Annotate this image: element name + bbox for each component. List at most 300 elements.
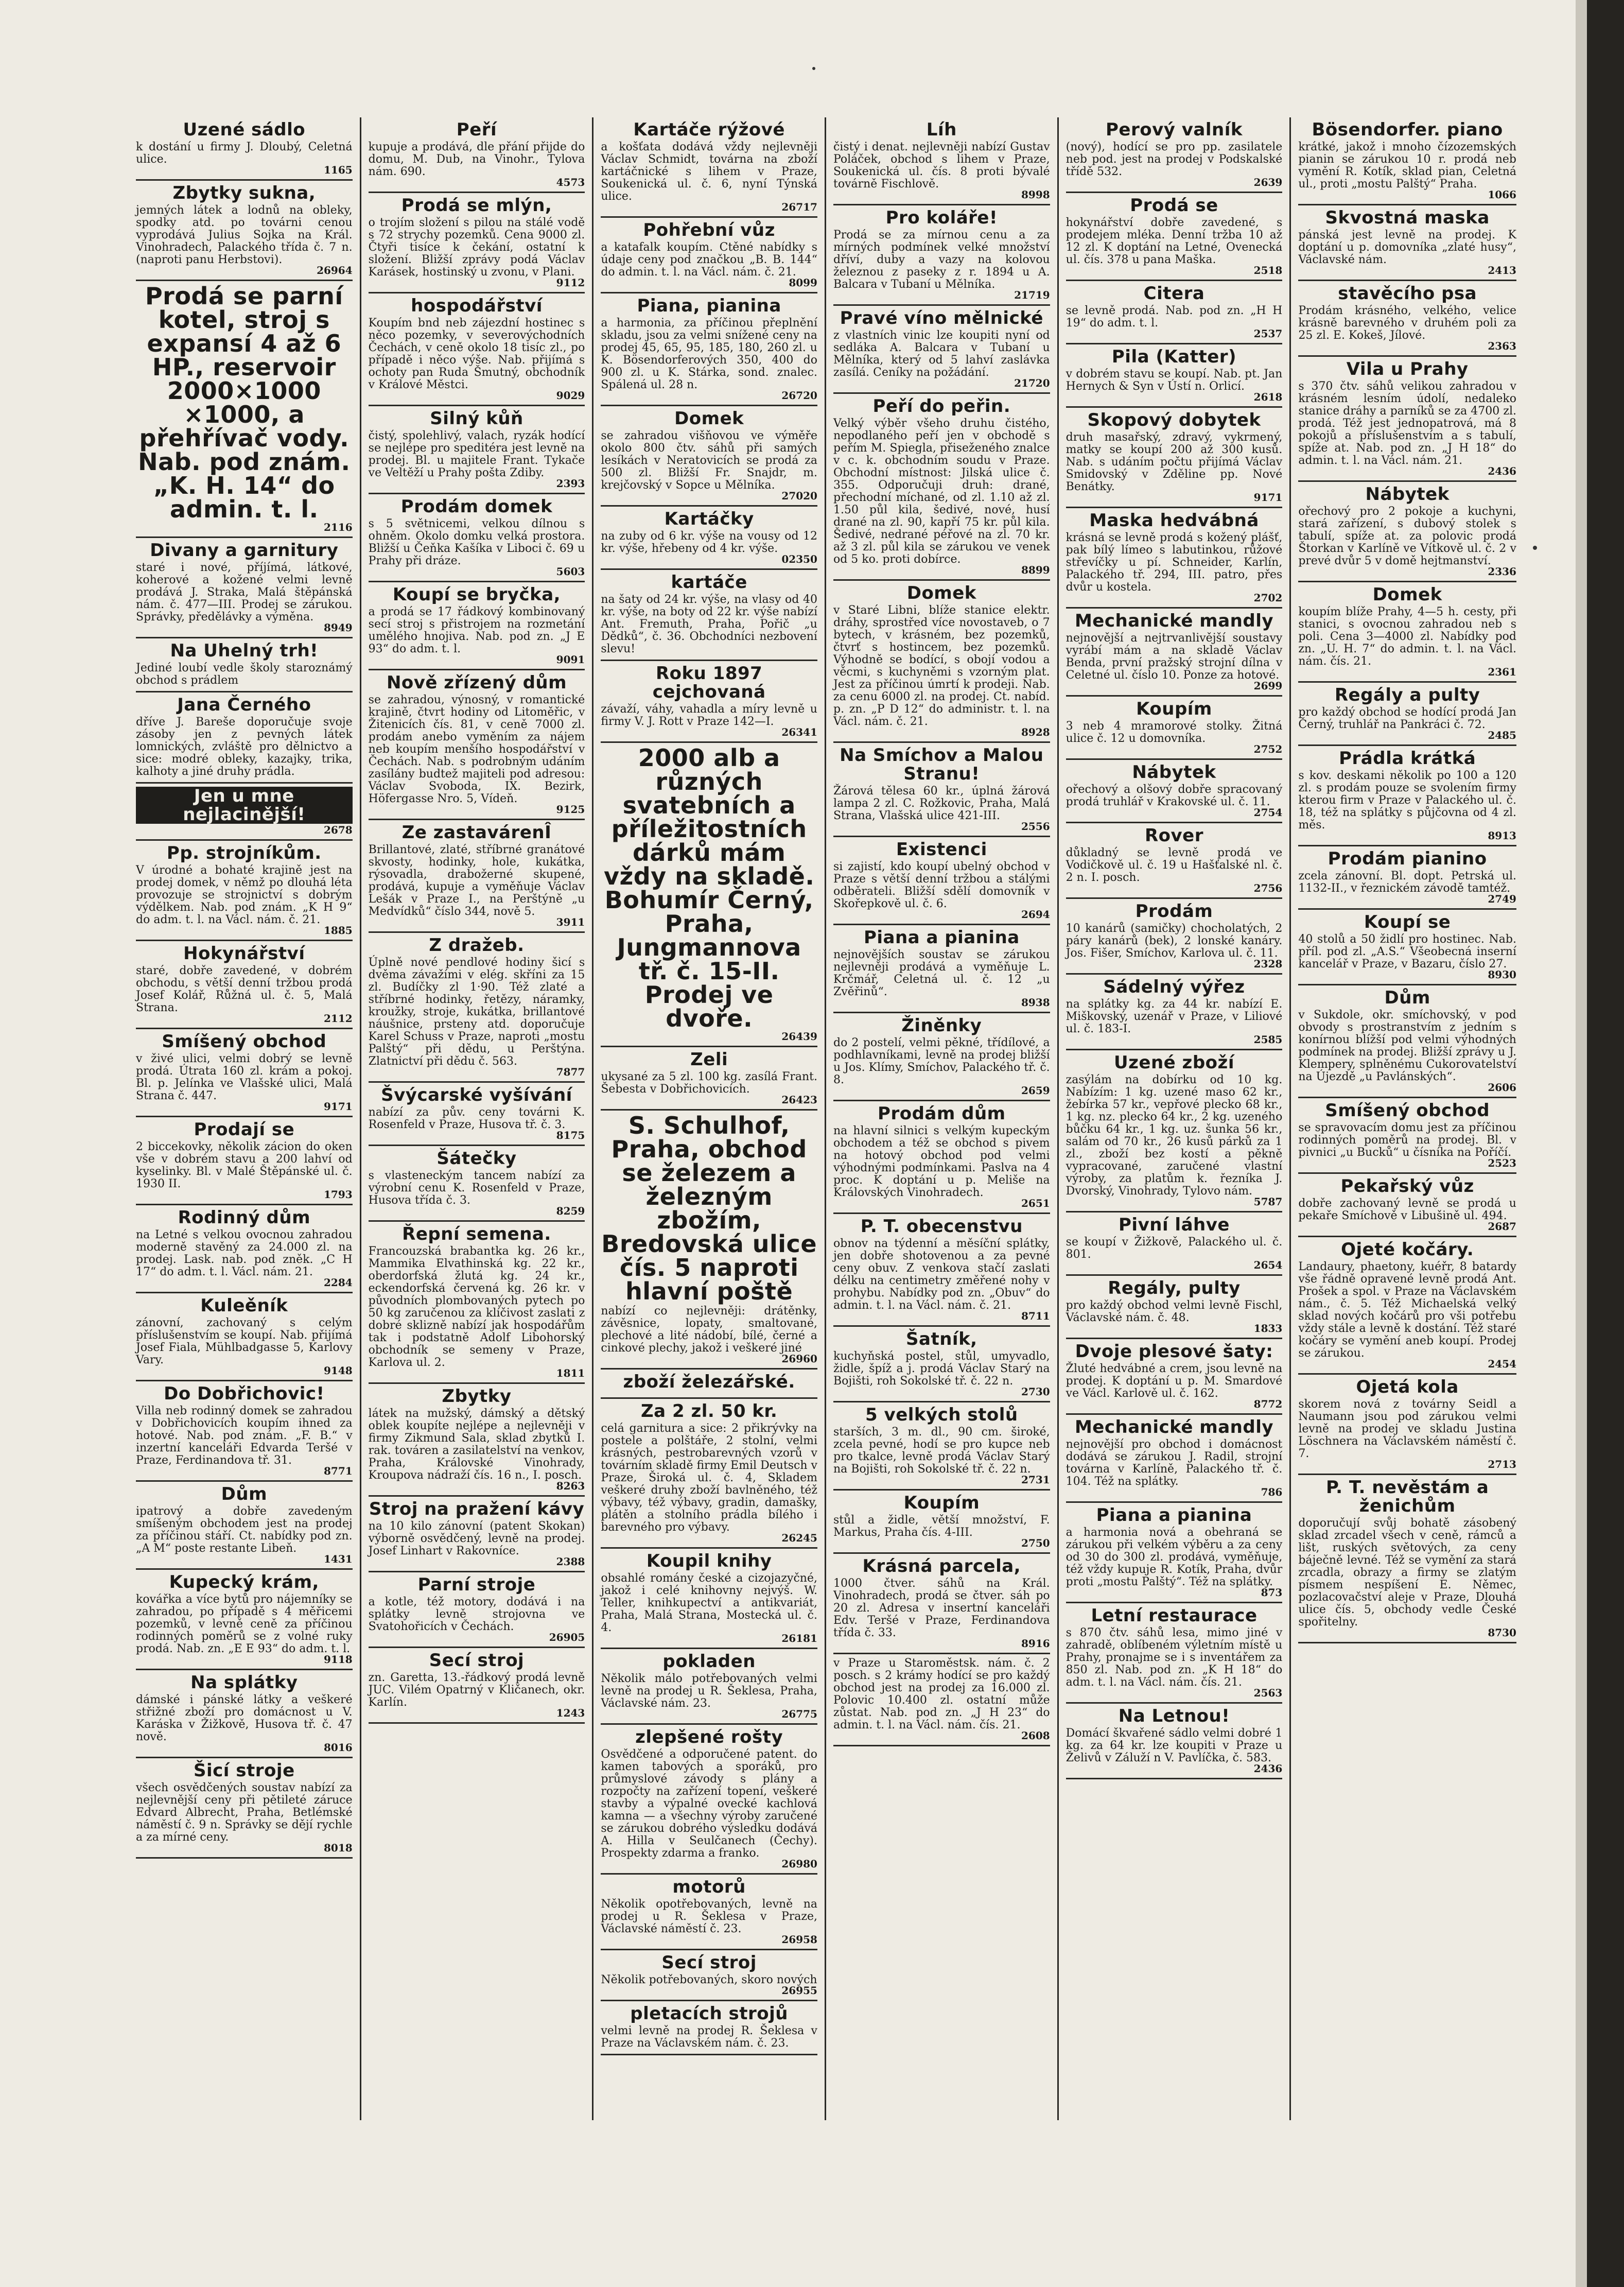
ad-reference-number: 8263	[556, 1480, 585, 1492]
ad-reference-number: 2702	[1253, 592, 1283, 604]
ad-text: a harmonia, za příčinou přeplnění skladu, jsou za velmi snížené ceny na prodej 45, 65, 95, 185, 180, 260 zl. u K. Bösendorferových 350, 400 do 900 zl. u K. Stárka, sond. znalec. Spálená ul. 28 n.	[601, 317, 817, 391]
ad-reference-number: 1066	[1488, 188, 1516, 201]
ad-reference-number: 2436	[1253, 1762, 1283, 1775]
ad-headline: Šicí stroje	[194, 1760, 295, 1781]
ad-headline: Zbytky sukna,	[172, 183, 316, 203]
ad-headline: Kuleěník	[200, 1295, 288, 1316]
ad-text: 10 kanárů (samičky) chocholatých, 2 páry kanárů (bek), 2 lonské kanáry. Jos. Fišer, Smíchov, Karlova ul. č. 11.	[1066, 922, 1283, 960]
classified-ad	[369, 820, 585, 933]
ad-reference-number: 8175	[556, 1129, 585, 1141]
ad-text: zánovní, zachovaný s celým příslušenstvím se koupí. Nab. přijímá Josef Fiala, Mühlbadgasse 5, Karlovy Vary.	[136, 1316, 353, 1366]
ad-reference-number: 8018	[323, 1842, 353, 1854]
ad-reference-number: 2639	[1253, 176, 1283, 188]
classified-ad	[369, 293, 585, 406]
classified-ad	[136, 1029, 353, 1117]
classified-ad	[1298, 357, 1516, 482]
ad-reference-number: 26245	[781, 1532, 817, 1544]
ad-reference-number: 2413	[1488, 264, 1516, 276]
classified-ad	[833, 1101, 1050, 1214]
classified-ad	[833, 306, 1050, 394]
ad-headline: Mechanické mandly	[1074, 1417, 1274, 1437]
ad-text: Žárová tělesa 60 kr., úplná žárová lampa 2 zl. C. Rožkovic, Praha, Malá Strana, Vlašská ulice 421-III.	[833, 785, 1050, 822]
ad-reference-number: 2454	[1488, 1358, 1516, 1370]
classified-ad	[369, 117, 585, 193]
classified-ad	[369, 1222, 585, 1384]
ad-text: na splátky kg. za 44 kr. nabízí E. Miškovský, uzenář v Praze, v Liliové ul. č. 183-I.	[1066, 998, 1283, 1035]
ad-headline: P. T. obecenstvu	[860, 1216, 1023, 1237]
ad-reference-number: 2687	[1488, 1220, 1516, 1233]
classified-ad	[601, 218, 817, 293]
classified-ad	[1066, 697, 1283, 760]
ad-text: staré, dobře zavedené, v dobrém obchodu, s větší denní tržbou prodá Josef Kolář, Růžná ul. č. 5, Malá Strana.	[136, 964, 353, 1014]
ad-reference-number: 8711	[1021, 1310, 1050, 1322]
ad-headline: Prodám	[1135, 901, 1213, 922]
ad-reference-number: 8930	[1488, 968, 1516, 981]
ad-reference-number: 8916	[1021, 1637, 1050, 1650]
ad-text: v živé ulici, velmi dobrý se levně prodá. Útrata 160 zl. krám a pokoj. Bl. p. Jelínka ve Vlašské ulici, Malá Strana č. 447.	[136, 1052, 353, 1102]
ad-headline: Rodinný dům	[178, 1207, 311, 1228]
ad-headline: Piana a pianina	[1096, 1505, 1252, 1526]
ad-reference-number: 8998	[1021, 188, 1050, 201]
ad-reference-number: 2651	[1021, 1197, 1050, 1209]
ad-text: se koupí v Žižkově, Palackého ul. č. 801.	[1066, 1236, 1283, 1261]
classified-ad	[1298, 1375, 1516, 1475]
classified-ad	[136, 1758, 353, 1859]
classified-ad	[136, 638, 353, 692]
classified-ad	[136, 1570, 353, 1670]
ad-text: V úrodné a bohaté krajině jest na prodej domek, v němž po dlouhá léta provozuje se strojnictví s dobrým výdělkem. Nab. pod znám. „K H 9“ do adm. t. l. na Václ. nám. č. 21.	[136, 864, 353, 926]
ad-headline: Šátečky	[436, 1148, 517, 1169]
classified-ad	[1298, 746, 1516, 846]
classified-ad	[1066, 1212, 1283, 1276]
classified-ad	[1066, 975, 1283, 1050]
ad-reference-number: 2694	[1021, 908, 1050, 921]
ad-text: hokynářství dobře zavedené, s prodejem mléka. Denní tržba 10 až 12 zl. K doptání na Letné, Ovenecká ul. čís. 378 u pana Maška.	[1066, 216, 1283, 266]
ad-reference-number: 2730	[1021, 1385, 1050, 1398]
classified-ad	[601, 1549, 817, 1649]
ad-text: Francouzská brabantka kg. 26 kr., Mammika Elvathinská kg. 22 kr., oberdorfská žlutá kg. 24 kr., eckendorfská červená kg. 26 kr. v původních plombovaných pytech po 50 kg zaručenou za klíčivost zaslati z dobré sklizně nabízí jak hospodářům tak i podstatně Adolf Libohorský obchodník se semeny v Praze, Karlova ul. 2.	[368, 1245, 585, 1369]
classified-ad	[601, 2001, 817, 2055]
ad-headline: Dvoje plesové šaty:	[1075, 1341, 1273, 1362]
classified-ad	[1066, 760, 1283, 823]
classified-ad	[601, 1370, 817, 1399]
ad-text: druh masařský, zdravý, vykrmený, matky se koupí 200 až 300 kusů. Nab. s udáním počtu přijímá Václav Smidovský v Zděline pp. Nové Benátky.	[1066, 431, 1283, 493]
classified-ad	[369, 1384, 585, 1497]
ad-text: s 870 čtv. sáhů lesa, mimo jiné v zahradě, oblíbeném výletním místě u Prahy, pronajme se i s inventářem za 850 zl. Nab. pod zn. „K H 18“ do adm. t. l. na Václ. nám. čís. 21.	[1066, 1626, 1283, 1689]
classified-ads-page	[129, 117, 1524, 2120]
ad-headline: Pohřební vůz	[643, 220, 775, 240]
ad-headline: Hokynářství	[183, 943, 305, 964]
ad-headline: S. Schulhof, Praha, obchod se železem a železným zbožím, Bredovská ulice čís. 5 naproti hlavní poště	[601, 1112, 817, 1305]
ad-reference-number: 8928	[1021, 726, 1050, 738]
ad-text: k dostání u firmy J. Dloubý, Celetná ulice.	[136, 141, 353, 166]
ad-column-4	[826, 117, 1059, 2120]
ad-headline: Prodají se	[194, 1119, 295, 1140]
classified-ad	[136, 181, 353, 281]
ad-headline: 5 velkých stolů	[865, 1405, 1018, 1425]
ad-headline: Domek	[674, 408, 744, 429]
ad-reference-number: 2713	[1488, 1458, 1516, 1470]
classified-ad	[1298, 1475, 1516, 1643]
classified-ad	[601, 1111, 817, 1370]
ad-text: doporučují svůj bohatě zásobený sklad zrcadel všech v ceně, rámců a lišt, ruských světových, za ceny báječně levné. Též se vymění za stará zrcadla, obrazy a firmy se zlatým písmem nespíšení E. Němec, pozlacovačství aleje v Praze, Dlouhá ulice čís. 5, obchody vedle České spořitelny.	[1298, 1517, 1516, 1628]
ad-reference-number: 2363	[1488, 340, 1516, 352]
ad-headline: Za 2 zl. 50 kr.	[641, 1401, 778, 1422]
ad-headline: Zeli	[690, 1049, 728, 1070]
ad-reference-number: 2585	[1253, 1033, 1283, 1046]
ad-headline: Uzené zboží	[1113, 1052, 1234, 1073]
classified-ad	[136, 784, 353, 841]
ad-text: obsahlé romány české a cizojazyčné, jakož i celé knihovny nejvýš. W. Teller, knihkupectví a antikvariát, Praha, Malá Strana, Mostecká ul. č. 4.	[601, 1572, 817, 1634]
ad-headline: Koupí se bryčka,	[392, 584, 561, 605]
ad-text: o trojím složení s pilou na stálé vodě s 72 strychy pozemků. Cena 9000 zl. Čtyři tisíce k čekání, ostatní k složení. Bližší zprávy podá Václav Karásek, hostinský u zvonu, v Plani.	[368, 216, 585, 279]
ad-reference-number: 27020	[781, 490, 817, 502]
classified-ad	[369, 1572, 585, 1648]
classified-ad	[369, 1497, 585, 1572]
classified-ad	[833, 1402, 1050, 1491]
ad-text: Několik opotřebovaných, levně na prodej u R. Šeklesa v Praze, Václavské náměstí č. 23.	[601, 1898, 817, 1935]
classified-ad	[601, 1399, 817, 1549]
ad-headline: Na splátky	[190, 1672, 298, 1693]
ad-headline: Prodám dům	[878, 1103, 1006, 1124]
classified-ad	[1066, 408, 1283, 508]
ad-text: stůl a židle, větší množství, F. Markus, Praha čís. 4-III.	[833, 1514, 1050, 1539]
classified-ad	[1298, 1174, 1516, 1237]
ad-reference-number: 8899	[1021, 564, 1050, 576]
ad-text: nejnovějších soustav se zárukou nejlevněji prodává a vyměňuje L. Krčmář, Celetná ul. č. 12 „u Zvěřinů“.	[833, 948, 1050, 998]
ad-reference-number: 1165	[323, 164, 353, 176]
ad-reference-number: 2752	[1253, 743, 1283, 755]
ad-headline: Koupí se	[1364, 912, 1451, 932]
ad-reference-number: 2328	[1253, 958, 1283, 970]
ad-reference-number: 9171	[1253, 491, 1283, 504]
ad-reference-number: 26980	[781, 1858, 817, 1870]
ad-headline: Žiněnky	[901, 1015, 982, 1036]
ad-text: závaží, váhy, vahadla a míry levně u firmy V. J. Rott v Praze 142—I.	[601, 703, 817, 728]
classified-ad	[833, 837, 1050, 925]
ad-text: 2 biccekovky, několik zácion do oken vše v dobrém stavu a 200 lahví od kyselinky. Bl. v Malé Štěpánské ul. č. 1930 II.	[136, 1140, 353, 1190]
ad-headline: Prádla krátká	[1339, 748, 1476, 769]
ad-reference-number: 1885	[323, 924, 353, 937]
ad-reference-number: 1811	[556, 1367, 585, 1379]
classified-ad	[136, 1117, 353, 1205]
classified-ad	[136, 941, 353, 1029]
classified-ad	[1066, 1415, 1283, 1503]
ad-headline: Perový valník	[1105, 119, 1243, 140]
ad-text: Landaury, phaetony, kuéřr, 8 batardy vše řádně opravené levně prodá Ant. Prošek a spol. v Praze na Václavském nám., č. 5. Též Michaelská velký sklad nových kočárů pro vši potřebu vždy stále a levně k dostání. Též staré kočáry se vymění aneb koupí. Prodej se zárukou.	[1298, 1260, 1516, 1360]
classified-ad	[1298, 683, 1516, 746]
ad-column-5	[1059, 117, 1291, 2120]
ad-headline: Z dražeb.	[429, 935, 525, 956]
ad-headline: Prodám domek	[400, 496, 553, 517]
classified-ad	[1298, 281, 1516, 357]
ad-reference-number: 2336	[1488, 565, 1516, 578]
page-edge-dark	[1587, 0, 1624, 2287]
ad-headline: stavěcího psa	[1338, 283, 1477, 304]
ad-reference-number: 2393	[556, 477, 585, 490]
ad-column-6	[1291, 117, 1524, 2120]
ad-headline: Divany a garnitury	[150, 540, 339, 561]
ad-text: Jediné loubí vedle školy staroznámý obchod s prádlem	[136, 662, 353, 687]
ad-reference-number: 3911	[556, 916, 585, 928]
ad-reference-number: 2112	[323, 1012, 353, 1025]
ad-headline: Secí stroj	[429, 1650, 525, 1671]
ad-headline: Prodám pianino	[1328, 848, 1487, 869]
classified-ad	[1066, 1276, 1283, 1339]
ad-text: Koupím bnd neb zájezdní hostinec s něco pozemky, v severovýchodních Čechách, v ceně okolo 18 tisíc zl., po případě i něco výše. Nab. přijímá s ochoty pan Ruda Šmutný, obchodník v Králové Městci.	[368, 317, 585, 391]
ad-headline: Bösendorfer. piano	[1312, 119, 1503, 140]
ad-reference-number: 2754	[1253, 806, 1283, 819]
ad-headline: Koupím	[1136, 699, 1212, 719]
ad-reference-number: 2116	[323, 521, 353, 533]
ad-text: se zahradou višňovou ve výměře okolo 800 čtv. sáhů při samých lesíkách v Neratovicích se prodá za 500 zl. Bližší Fr. Snajdr, m. krejčovský v Sopce u Mělníka.	[601, 429, 817, 492]
ad-headline: Kupecký krám,	[169, 1572, 319, 1592]
page-edge-shadow	[1576, 0, 1587, 2287]
classified-ad	[833, 581, 1050, 743]
ad-text: a katafalk koupím. Ctěné nabídky s údaje ceny pod značkou „B. B. 144“ do admin. t. l. na Václ. nám. č. 21.	[601, 241, 817, 279]
ad-text: z vlastních vinic lze koupiti nyní od sedláka A. Balcara v Tubaní u Mělníka, který od 5 lahví zaslávka zasílá. Ceníky na požádání.	[833, 329, 1050, 379]
classified-ad	[1066, 823, 1283, 899]
ad-text: Velký výběr všeho druhu čistého, nepodlaného peří jen v obchodě s peřím M. Spiegla, přiseženého znalce v c. k. obchodním soudu v Praze. Obchodní místnost: Jilská ulice č. 355. Odporučuji druh: drané, přechodní míchané, od zl. 1.10 až zl. 1.50 půl kila, šedivé, nové, husí drané na zl. 90, kapří 75 kr. půl kila. Šedivé, nedrané péřové na zl. 70 kr. až 3 zl. půl kila se zárukou ve venek od 5 ko. proti dobírce.	[833, 417, 1050, 566]
ad-column-3	[593, 117, 826, 2120]
ad-headline: Maska hedvábná	[1089, 510, 1259, 531]
ad-reference-number: 2537	[1253, 327, 1283, 340]
ad-reference-number: 2361	[1488, 666, 1516, 678]
ad-text: zcela zánovní. Bl. dopt. Petrská ul. 1132-II., v řeznickém závodě tamtéž.	[1298, 870, 1516, 895]
ad-reference-number: 26720	[781, 389, 817, 402]
ad-text: Villa neb rodinný domek se zahradou v Dobřichovicích koupím ihned za hotové. Nab. pod znám. „F. B.“ v inzertní kanceláři Edvarda Teršé v Praze, Ferdinandova tř. 31.	[136, 1405, 353, 1467]
ad-text: ořechový pro 2 pokoje a kuchyni, stará zařízení, s dubový stolek s tabulí, spíže at. za polovic prodá Štorkan v Karlíně ve Vítkově ul. č. 2 v prevé dvůr 5 v domě hejtmanství.	[1298, 505, 1516, 567]
ad-reference-number: 9171	[323, 1100, 353, 1113]
ad-reference-number: 786	[1261, 1486, 1283, 1498]
classified-ad	[369, 933, 585, 1083]
ad-headline: Regály, pulty	[1108, 1278, 1241, 1298]
ad-reference-number: 9118	[323, 1653, 353, 1666]
ad-text: a prodá se 17 řádkový kombinovaný secí stroj s přistrojem na rozmetání umělého hnojiva. Nab. pod zn. „J E 93“ do adm. t. l.	[368, 605, 585, 655]
ad-text: (nový), hodící se pro pp. zasilatele neb pod. jest na prodej v Podskalské třídě 532.	[1066, 141, 1283, 178]
ad-reference-number: 8938	[1021, 996, 1050, 1009]
classified-ad	[833, 1554, 1050, 1654]
ad-reference-number: 8016	[323, 1741, 353, 1754]
ad-reference-number: 2606	[1488, 1081, 1516, 1094]
ad-headline: Prodá se mlýn,	[401, 195, 552, 216]
ad-text: Osvědčené a odporučené patent. do kamen tabových a sporáků, pro průmyslové závody s plány a rozpočty na zařízení topení, veškeré stavby a výpalné ovecké kachlová kamna — a všechny výroby zaručené se zárukou dobrého výsledku dodává A. Hilla v Seulčanech (Čechy). Prospekty zdarma a franko.	[601, 1748, 817, 1860]
ad-reference-number: 1431	[323, 1553, 353, 1565]
ad-text: jemných látek a lodnů na obleky, spodky atd. po továrni cenou vyprodává Julius Sojka na Král. Vinohradech, Palackého třída č. 7 n. (naproti panu Herbstovi).	[136, 204, 353, 266]
ad-reference-number: 1243	[556, 1707, 585, 1719]
classified-ad	[1298, 846, 1516, 910]
ad-text: kupuje a prodává, dle přání přijde do domu, M. Dub, na Vinohr., Tylova nám. 690.	[368, 141, 585, 178]
ad-text: v Praze u Staroměstsk. nám. č. 2 posch. s 2 krámy hodící se pro každý obchod jest na prodej za 16.000 zl. Polovic 10.400 zl. ostatní může zůstat. Nab. pod zn. „J H 23“ do admin. t. l. na Václ. nám. čís. 21.	[833, 1657, 1050, 1731]
classified-ad	[601, 1725, 817, 1875]
ad-headline: Pila (Katter)	[1111, 346, 1237, 367]
ad-text: na Letné s velkou ovocnou zahradou moderně stavěný za 24.000 zl. na prodej. Lask. nab. pod zněk. „C H 17“ do adm. t. l. Václ. nám. 21.	[136, 1228, 353, 1278]
ad-text: v Staré Libni, blíže stanice elektr. dráhy, sprostřed více novostaveb, o 7 bytech, v krásném, bez pozemků, čtvrť s hostincem, bez pozemků. Výhodně se bodící, s obojí vodou a věcmi, s kuchyněmi s vzorným plat. Jest za příčinou úmrtí k prodeji. Nab. za cenu 6000 zl. na prodej. Ct. nabíd. p. zn. „P D 12“ do administr. t. l. na Václ. nám. č. 21.	[833, 604, 1050, 728]
ad-headline: Koupil knihy	[646, 1551, 772, 1571]
ad-text: dobře zachovaný levně se prodá u pekaře Smíchově v Libušině ul. 494.	[1298, 1197, 1516, 1222]
ad-text: Několik potřebovaných, skoro nových	[601, 1973, 817, 1986]
ad-reference-number: 5603	[556, 565, 585, 578]
ad-reference-number: 26955	[781, 1984, 817, 1997]
ad-headline: Piana, pianina	[637, 296, 781, 316]
ad-reference-number: 21719	[1014, 289, 1050, 301]
ad-headline: Líh	[926, 119, 957, 140]
ad-text: Žluté hedvábné a crem, jsou levně na prodej. K doptání u p. M. Smardové ve Václ. Karlově ul. č. 162.	[1066, 1362, 1283, 1400]
ad-text: s kov. deskami několik po 100 a 120 zl. s prodám pouze se svolením firmy kterou firm v Praze v Palackého ul. č. 18, též na splátky s půjčovna od 4 zl. měs.	[1298, 769, 1516, 831]
classified-ad	[1066, 1704, 1283, 1779]
ad-reference-number: 8099	[789, 276, 817, 289]
ad-headline: pletacích strojů	[630, 2003, 789, 2024]
ad-reference-number: 26964	[317, 264, 353, 276]
ad-headline: P. T. nevěstám a ženichům	[1325, 1477, 1489, 1516]
ad-reference-number: 1833	[1253, 1322, 1283, 1335]
ad-reference-number: 4573	[556, 176, 585, 188]
ad-headline: Šatník,	[906, 1329, 977, 1349]
ad-reference-number: 2556	[1021, 820, 1050, 833]
classified-ad	[833, 1214, 1050, 1327]
ad-text: látek na mužský, dámský a dětský oblek koupíte nejlépe a nejlevněji v firmy Zikmund Sala, sklad zbytků I. rak. továren a zasilatelství na venkov, Praha, Královské Vinohrady, Kroupova nádraží čís. 16 n., I. posch.	[368, 1407, 585, 1482]
classified-ad	[833, 925, 1050, 1013]
classified-ad	[601, 1950, 817, 2001]
ad-headline: Peří do peřin.	[872, 396, 1011, 417]
ad-reference-number: 02350	[781, 553, 817, 565]
ad-headline: Jana Černého	[177, 695, 311, 715]
ad-text: kovářka a více bytů pro nájemníky se zahradou, po případě s 4 měřicemi pozemků, v levně ceně za příčinou rodinných poměrů se z volné ruky prodá. Nab. zn. „E E 93“ do adm. t. l.	[136, 1593, 353, 1655]
ad-reference-number: 2436	[1488, 465, 1516, 477]
classified-ad	[369, 1648, 585, 1724]
classified-ad	[601, 406, 817, 507]
ad-headline: Smíšený obchod	[162, 1031, 327, 1052]
ad-headline: zlepšené rošty	[635, 1727, 783, 1747]
ad-headline: Koupím	[903, 1493, 980, 1513]
classified-ad	[833, 205, 1050, 306]
ad-headline: pokladen	[662, 1651, 756, 1672]
ad-reference-number: 9112	[556, 276, 585, 289]
classified-ad	[1298, 985, 1516, 1098]
ad-text: velmi levně na prodej R. Šeklesa v Praze na Václavském nám. č. 23.	[601, 2024, 817, 2050]
classified-ad	[601, 1875, 817, 1950]
ad-text: krásná se levně prodá s kožený plášť, pak bílý límeo s labutinkou, růžové střevíčky u pí. Schneider, Karlín, Palackého tř. 294, III. patro, přes dvůr u kostela.	[1066, 531, 1283, 594]
ad-reference-number: 2388	[556, 1555, 585, 1568]
ad-text: v Sukdole, okr. smíchovský, v pod obvody s prostranstvím z jedním s konírnou blížší pod velmi výhodných podmínek na prodej. Bližší zprávy u J. Klempery, splněnému Cukorovatelství na Újezdě „u Pavlánských“.	[1298, 1009, 1516, 1083]
classified-ad	[1066, 899, 1283, 975]
ad-text: nejnovější pro obchod i domácnost dodává se zárukou J. Radil, strojní továrna v Karlíně, Palackého tř. č. 104. Též na splátky.	[1066, 1438, 1283, 1488]
ad-headline: Ze zastavárenÎ	[401, 822, 552, 843]
classified-ad	[833, 117, 1050, 205]
ad-text: a kotle, též motory, dodává i na splátky levně strojovna ve Svatohořicích v Čechách.	[368, 1596, 585, 1633]
ad-headline: Roku 1897 cejchovaná	[652, 663, 766, 702]
ad-reference-number: 2284	[323, 1276, 353, 1289]
ad-headline: motorů	[672, 1877, 746, 1897]
ad-reference-number: 2563	[1253, 1687, 1283, 1699]
classified-ad	[1298, 1237, 1516, 1375]
ad-text: pánská jest levně na prodej. K doptání u p. domovníka „zlaté husy“, Václavské nám.	[1298, 229, 1516, 266]
ad-text: krátké, jakož i mnoho čízozemských pianin se zárukou 10 r. prodá neb vymění R. Kotík, sklad pian, Celetná ul., proti „mostu Palštý“ Praha.	[1298, 141, 1516, 190]
ad-text: kuchyňská postel, stůl, umyvadlo, židle, špíž a j. prodá Václav Starý na Bojišti, roh Sokolské tř. č. 22 n.	[833, 1350, 1050, 1388]
ad-text: čistý i denat. nejlevněji nabízí Gustav Poláček, obchod s lihem v Praze, Soukenická ul. čís. 8 proti bývalé továrně Fischlově.	[833, 141, 1050, 190]
ad-text: nejnovější a nejtrvanlivější soustavy vyrábí mám a na skladě Václav Benda, první pražský strojní dílna v Celetné ul. číslo 10. Ponze za hotové.	[1066, 632, 1283, 682]
ad-headline: Pekařský vůz	[1340, 1176, 1474, 1197]
classified-ad	[1066, 1050, 1283, 1212]
ad-text: zasýlám na dobírku od 10 kg. Nabízím: 1 kg. uzené maso 62 kr., žebírka 57 kr., vepřové plecko 68 kr., 1 kg. nz. plecko 64 kr., 2 kg. uzeného bůčku 64 kr., 1 kg. uz. šunka 56 kr., salám od 70 kr., 26 kusů párků za 1 zl., zboží bez kostí a pěkně vypracované, zaručené vlastní výroby, za platům k. řezníka J. Dvorský, Vinohrady, Tylovo nám.	[1066, 1073, 1283, 1198]
ad-headline: Secí stroj	[661, 1952, 757, 1973]
classified-ad	[833, 1013, 1050, 1101]
ad-text: na šaty od 24 kr. výše, na vlasy od 40 kr. výše, na boty od 22 kr. výše nabízí Ant. Fremuth, Praha, Pořič „u Dědků“, č. 36. Obchodníci nezbovení slevu!	[601, 593, 817, 655]
ad-headline: Nábytek	[1365, 484, 1450, 505]
classified-ad	[601, 1649, 817, 1725]
ad-headline: Parní stroje	[417, 1574, 536, 1595]
ad-text: pro každý obchod velmi levně Fischl, Václavské nám. č. 48.	[1066, 1299, 1283, 1324]
ad-text: Domácí škvařené sádlo velmi dobré 1 kg. za 64 kr. lze koupiti v Praze u Želivů v Záluží n V. Pavlíčka, č. 583.	[1066, 1727, 1283, 1764]
ad-text: zn. Garetta, 13.-řádkový prodá levně JUC. Vilém Opatrný v Kličanech, okr. Karlín.	[368, 1671, 585, 1709]
ad-reference-number: 2618	[1253, 391, 1283, 403]
ad-headline: Domek	[1372, 584, 1442, 605]
classified-ad	[833, 743, 1050, 837]
ad-text: v dobrém stavu se koupí. Nab. pt. Jan Hernych & Syn v Ústí n. Orlicí.	[1066, 368, 1283, 393]
ad-reference-number: 8913	[1488, 829, 1516, 842]
ad-headline: Pro koláře!	[885, 207, 998, 228]
ad-text: ipatrový a dobře zavedeným smíšeným obchodem jest na prodej za příčinou stáří. Ct. nabídky pod zn. „A M“ poste restante Libeň.	[136, 1505, 353, 1555]
classified-ad	[369, 193, 585, 293]
ad-text: ukysané za 5 zl. 100 kg. zasílá Frant. Šebesta v Dobřichovicích.	[601, 1070, 817, 1096]
ad-reference-number: 9091	[556, 653, 585, 666]
classified-ad	[136, 841, 353, 941]
ad-headline: Krásná parcela,	[862, 1556, 1021, 1576]
ad-text: ořechový a olšový dobře spracovaný prodá truhlář v Krakovské ul. č. 11.	[1066, 783, 1283, 808]
ad-reference-number: 8730	[1488, 1626, 1516, 1639]
ad-reference-number: 2485	[1488, 729, 1516, 741]
ad-text: a košťata dodává vždy nejlevněji Václav Schmidt, továrna na zboží kartáčnické s lihem v Praze, Soukenická ul. č. 6, nyní Týnská ulice.	[601, 141, 817, 203]
classified-ad	[1066, 1339, 1283, 1415]
ad-headline: Prodá se	[1130, 195, 1218, 216]
classified-ad	[833, 1327, 1050, 1402]
ad-reference-number: 26775	[781, 1708, 817, 1720]
ad-text: Několik málo potřebovaných velmi levně na prodej u R. Šeklesa, Praha, Václavské nám. 23.	[601, 1672, 817, 1710]
ad-text: se zahradou, výnosný, v romantické krajině, čtvrt hodiny od Litoměřic, v Žitenicích čís. 81, v ceně 7000 zl. prodám anebo vyměním za nájem neb koupím menšího hospodářství v Čechách. Nab. s podrobným udáním zasílány budtež majiteli pod adresou: Václav Svoboda, IX. Bezirk, Höfergasse Nro. 5, Vídeň.	[368, 694, 585, 805]
classified-ad	[1298, 205, 1516, 281]
classified-ad	[369, 1146, 585, 1222]
classified-ad	[1298, 582, 1516, 683]
ad-reference-number: 5787	[1253, 1196, 1283, 1208]
ad-headline: Zbytky	[442, 1386, 512, 1407]
classified-ad	[601, 661, 817, 743]
ad-headline: Řepní semena.	[402, 1224, 551, 1244]
ad-reference-number: 26423	[781, 1094, 817, 1106]
ad-headline: zboží železářské.	[623, 1372, 795, 1392]
ad-reference-number: 2750	[1021, 1537, 1050, 1549]
classified-ad	[601, 743, 817, 1047]
ad-headline: Nábytek	[1132, 762, 1216, 783]
ad-text: se levně prodá. Nab. pod zn. „H H 19“ do adm. t. l.	[1066, 304, 1283, 330]
classified-ad	[1066, 281, 1283, 344]
ad-reference-number: 7877	[556, 1066, 585, 1078]
ad-headline: Stroj na pražení kávy	[369, 1499, 585, 1519]
classified-ad	[1066, 609, 1283, 697]
ad-reference-number: 2678	[323, 824, 353, 836]
classified-ad	[1066, 508, 1283, 609]
ad-headline: Kartáčky	[664, 509, 754, 529]
ad-reference-number: 8771	[323, 1465, 353, 1477]
classified-ad	[136, 117, 353, 181]
classified-ad	[136, 1381, 353, 1482]
classified-ad	[1066, 1503, 1283, 1603]
ad-reference-number: 9148	[323, 1364, 353, 1377]
ad-headline: Pravé víno mělnické	[840, 308, 1043, 328]
ad-headline: Vila u Prahy	[1346, 359, 1469, 379]
classified-ad	[136, 1293, 353, 1381]
ad-reference-number: 2654	[1253, 1259, 1283, 1271]
ad-headline: Smíšený obchod	[1325, 1100, 1490, 1121]
